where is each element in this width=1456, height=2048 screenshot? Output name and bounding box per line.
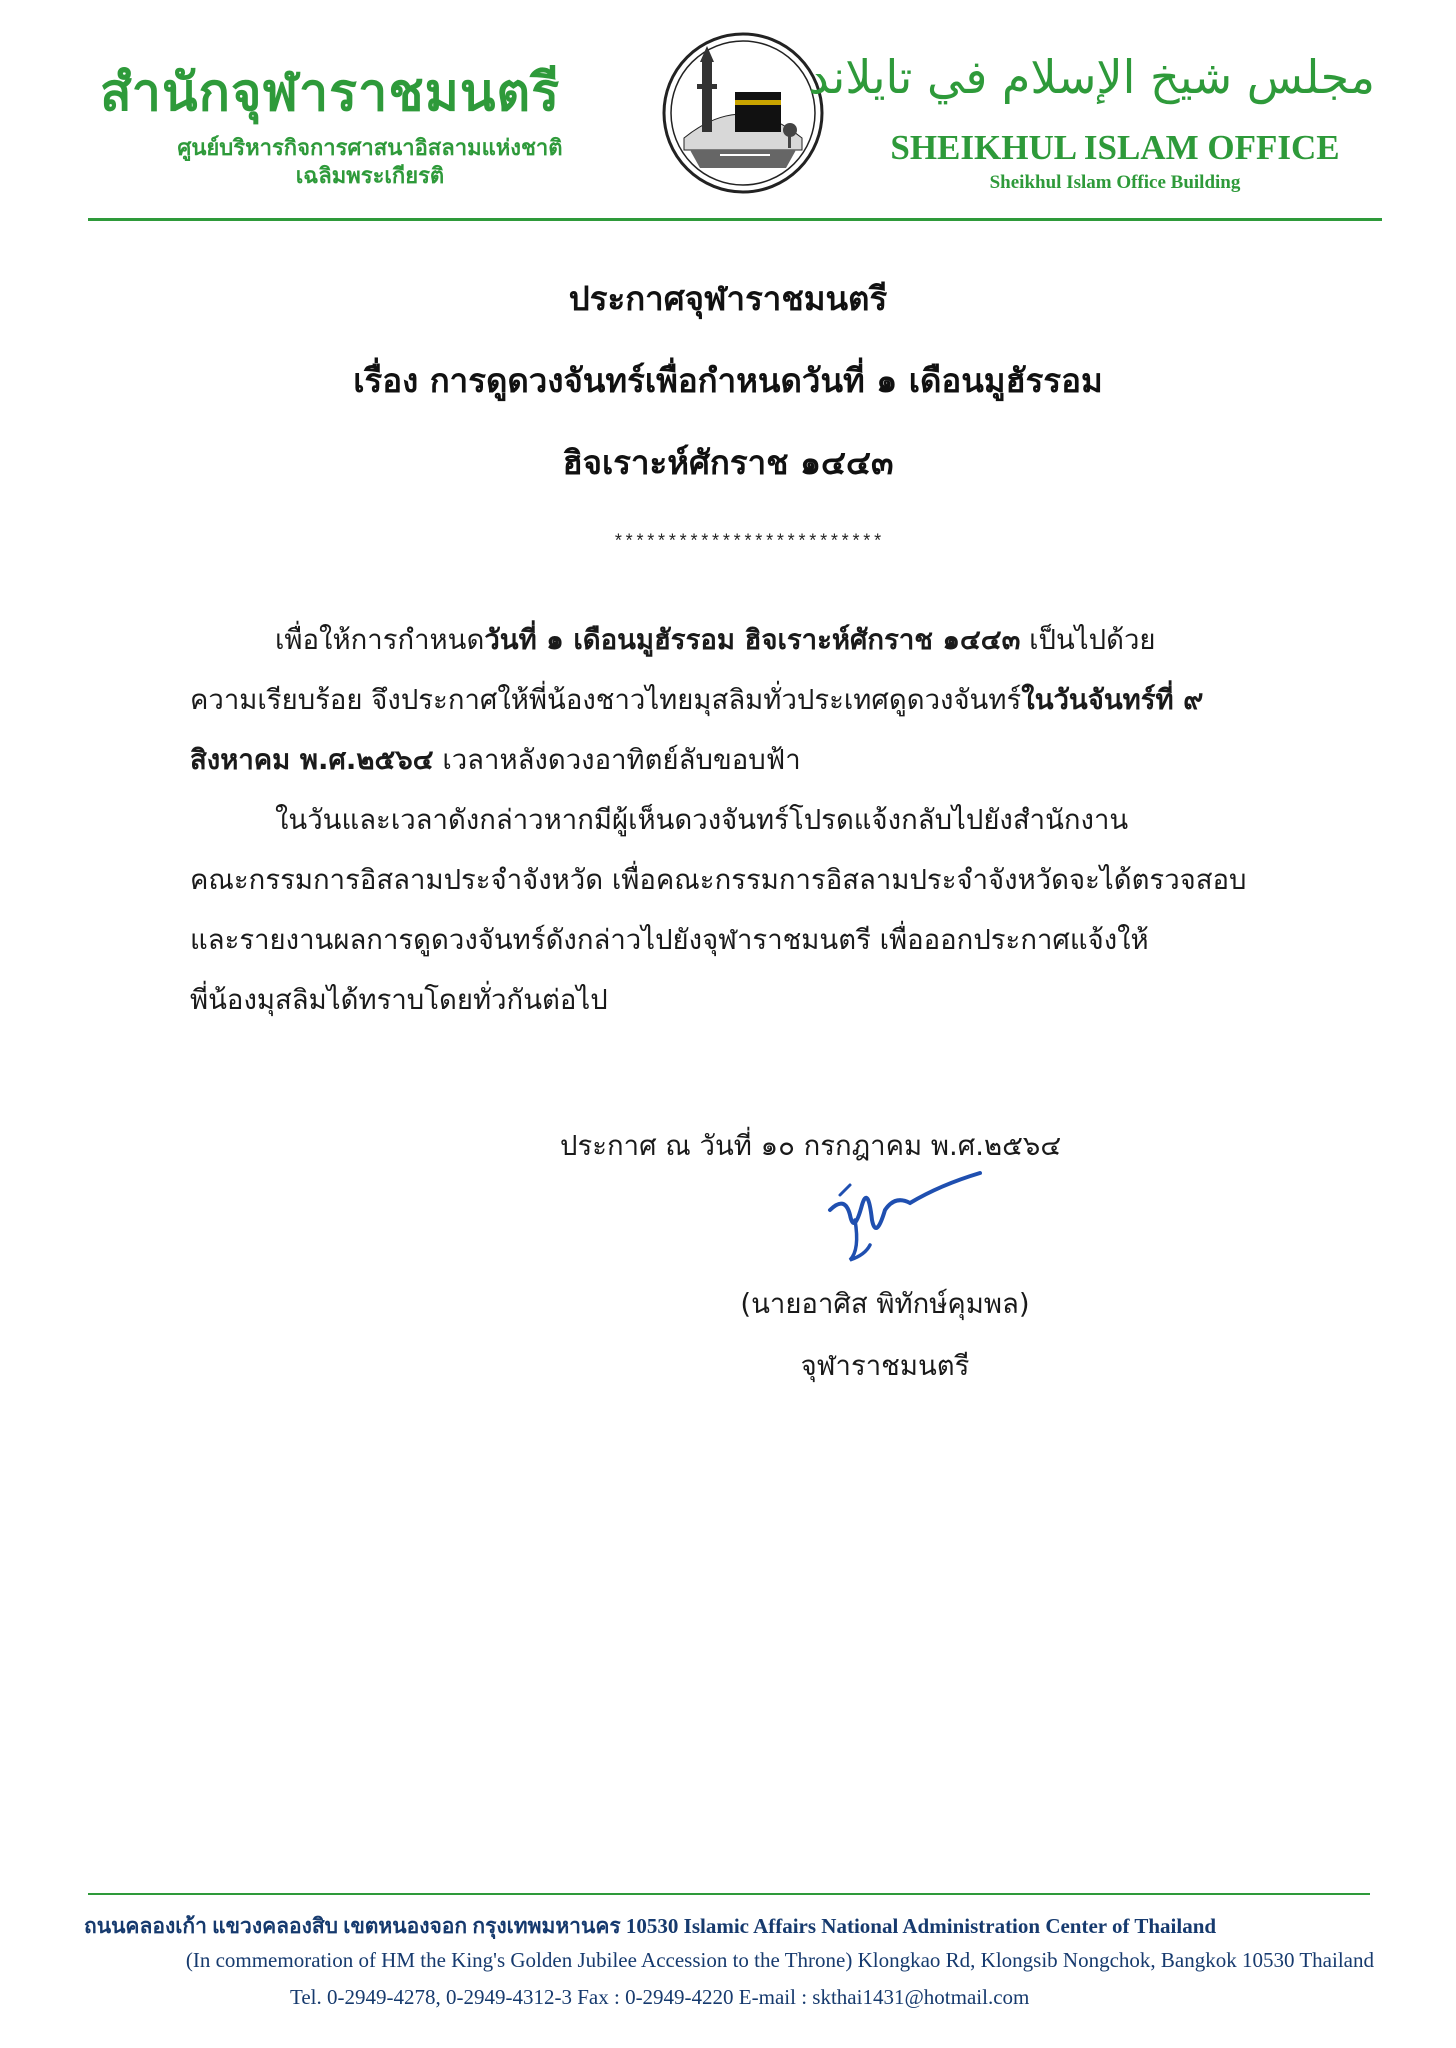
office-emblem-icon [660, 30, 826, 196]
signature-icon [810, 1165, 990, 1275]
footer-divider [88, 1893, 1370, 1895]
paragraph-1-line-2 [190, 678, 1290, 722]
org-name-thai: สำนักจุฬาราชมนตรี [100, 63, 561, 123]
p1-text: ความเรียบร้อย จึงประกาศให้พี่น้องชาวไทยมุสลิมทั่วประเทศดูดวงจันทร์ [190, 684, 1022, 716]
announcement-year: ฮิจเราะห์ศักราช ๑๔๔๓ [562, 443, 894, 482]
footer-address: ถนนคลองเก้า แขวงคลองสิบ เขตหนองจอก กรุงเทพมหานคร 10530 Islamic Affairs National Administration Center of Thailand [84, 1914, 1217, 1938]
org-subtitle-thai-1: ศูนย์บริหารกิจการศาสนาอิสลามแห่งชาติ [177, 136, 563, 161]
title-separator: ************************* [612, 533, 884, 553]
footer-contact: Tel. 0-2949-4278, 0-2949-4312-3 Fax : 0-2949-4220 E-mail : skthai1431@hotmail.com [290, 1985, 1030, 2009]
p1-text: เพื่อให้การกำหนด [275, 624, 485, 656]
p1-day-bold: ในวันจันทร์ที่ ๙ [1021, 684, 1204, 716]
org-name-english: SHEIKHUL ISLAM OFFICE [890, 128, 1340, 167]
footer-address-english: (In commemoration of HM the King's Golden Jubilee Accession to the Throne) Klongkao Rd, Klongsib Nongchok, Bangkok 10530 Thailand [185, 1948, 1374, 1972]
p1-text: เป็นไปด้วย [1020, 624, 1156, 656]
paragraph-1-line-1 [275, 618, 1375, 662]
paragraph-2-line-3: และรายงานผลการดูดวงจันทร์ดังกล่าวไปยังจุฬาราชมนตรี เพื่อออกประกาศแจ้งให้ [190, 924, 1149, 956]
p1-date-bold: วันที่ ๑ เดือนมูฮัรรอม ฮิจเราะห์ศักราช ๑๔๔๓ [484, 624, 1021, 656]
announcement-subject: เรื่อง การดูดวงจันทร์เพื่อกำหนดวันที่ ๑ เดือนมูฮัรรอม [353, 361, 1103, 400]
org-name-arabic: مجلس شيخ الإسلام في تايلاند [808, 50, 1375, 104]
org-subtitle-thai-2: เฉลิมพระเกียรติ [295, 164, 445, 189]
announcement-title: ประกาศจุฬาราชมนตรี [568, 279, 888, 318]
signatory-position: จุฬาราชมนตรี [800, 1350, 970, 1382]
org-building-english: Sheikhul Islam Office Building [989, 172, 1241, 193]
paragraph-2-line-2: คณะกรรมการอิสลามประจำจังหวัด เพื่อคณะกรรมการอิสลามประจำจังหวัดจะได้ตรวจสอบ [190, 864, 1247, 896]
p1-text: เวลาหลังดวงอาทิตย์ลับขอบฟ้า [433, 744, 801, 776]
paragraph-1-line-3 [190, 738, 1290, 782]
signatory-name: (นายอาศิส พิทักษ์คุมพล) [740, 1288, 1030, 1320]
p1-month-bold: สิงหาคม พ.ศ.๒๕๖๔ [190, 744, 434, 776]
paragraph-2-line-4: พี่น้องมุสลิมได้ทราบโดยทั่วกันต่อไป [190, 984, 608, 1016]
paragraph-2-line-1: ในวันและเวลาดังกล่าวหากมีผู้เห็นดวงจันทร์โปรดแจ้งกลับไปยังสำนักงาน [275, 804, 1129, 836]
header-divider [88, 218, 1382, 221]
announcement-date: ประกาศ ณ วันที่ ๑๐ กรกฎาคม พ.ศ.๒๕๖๔ [560, 1130, 1062, 1162]
